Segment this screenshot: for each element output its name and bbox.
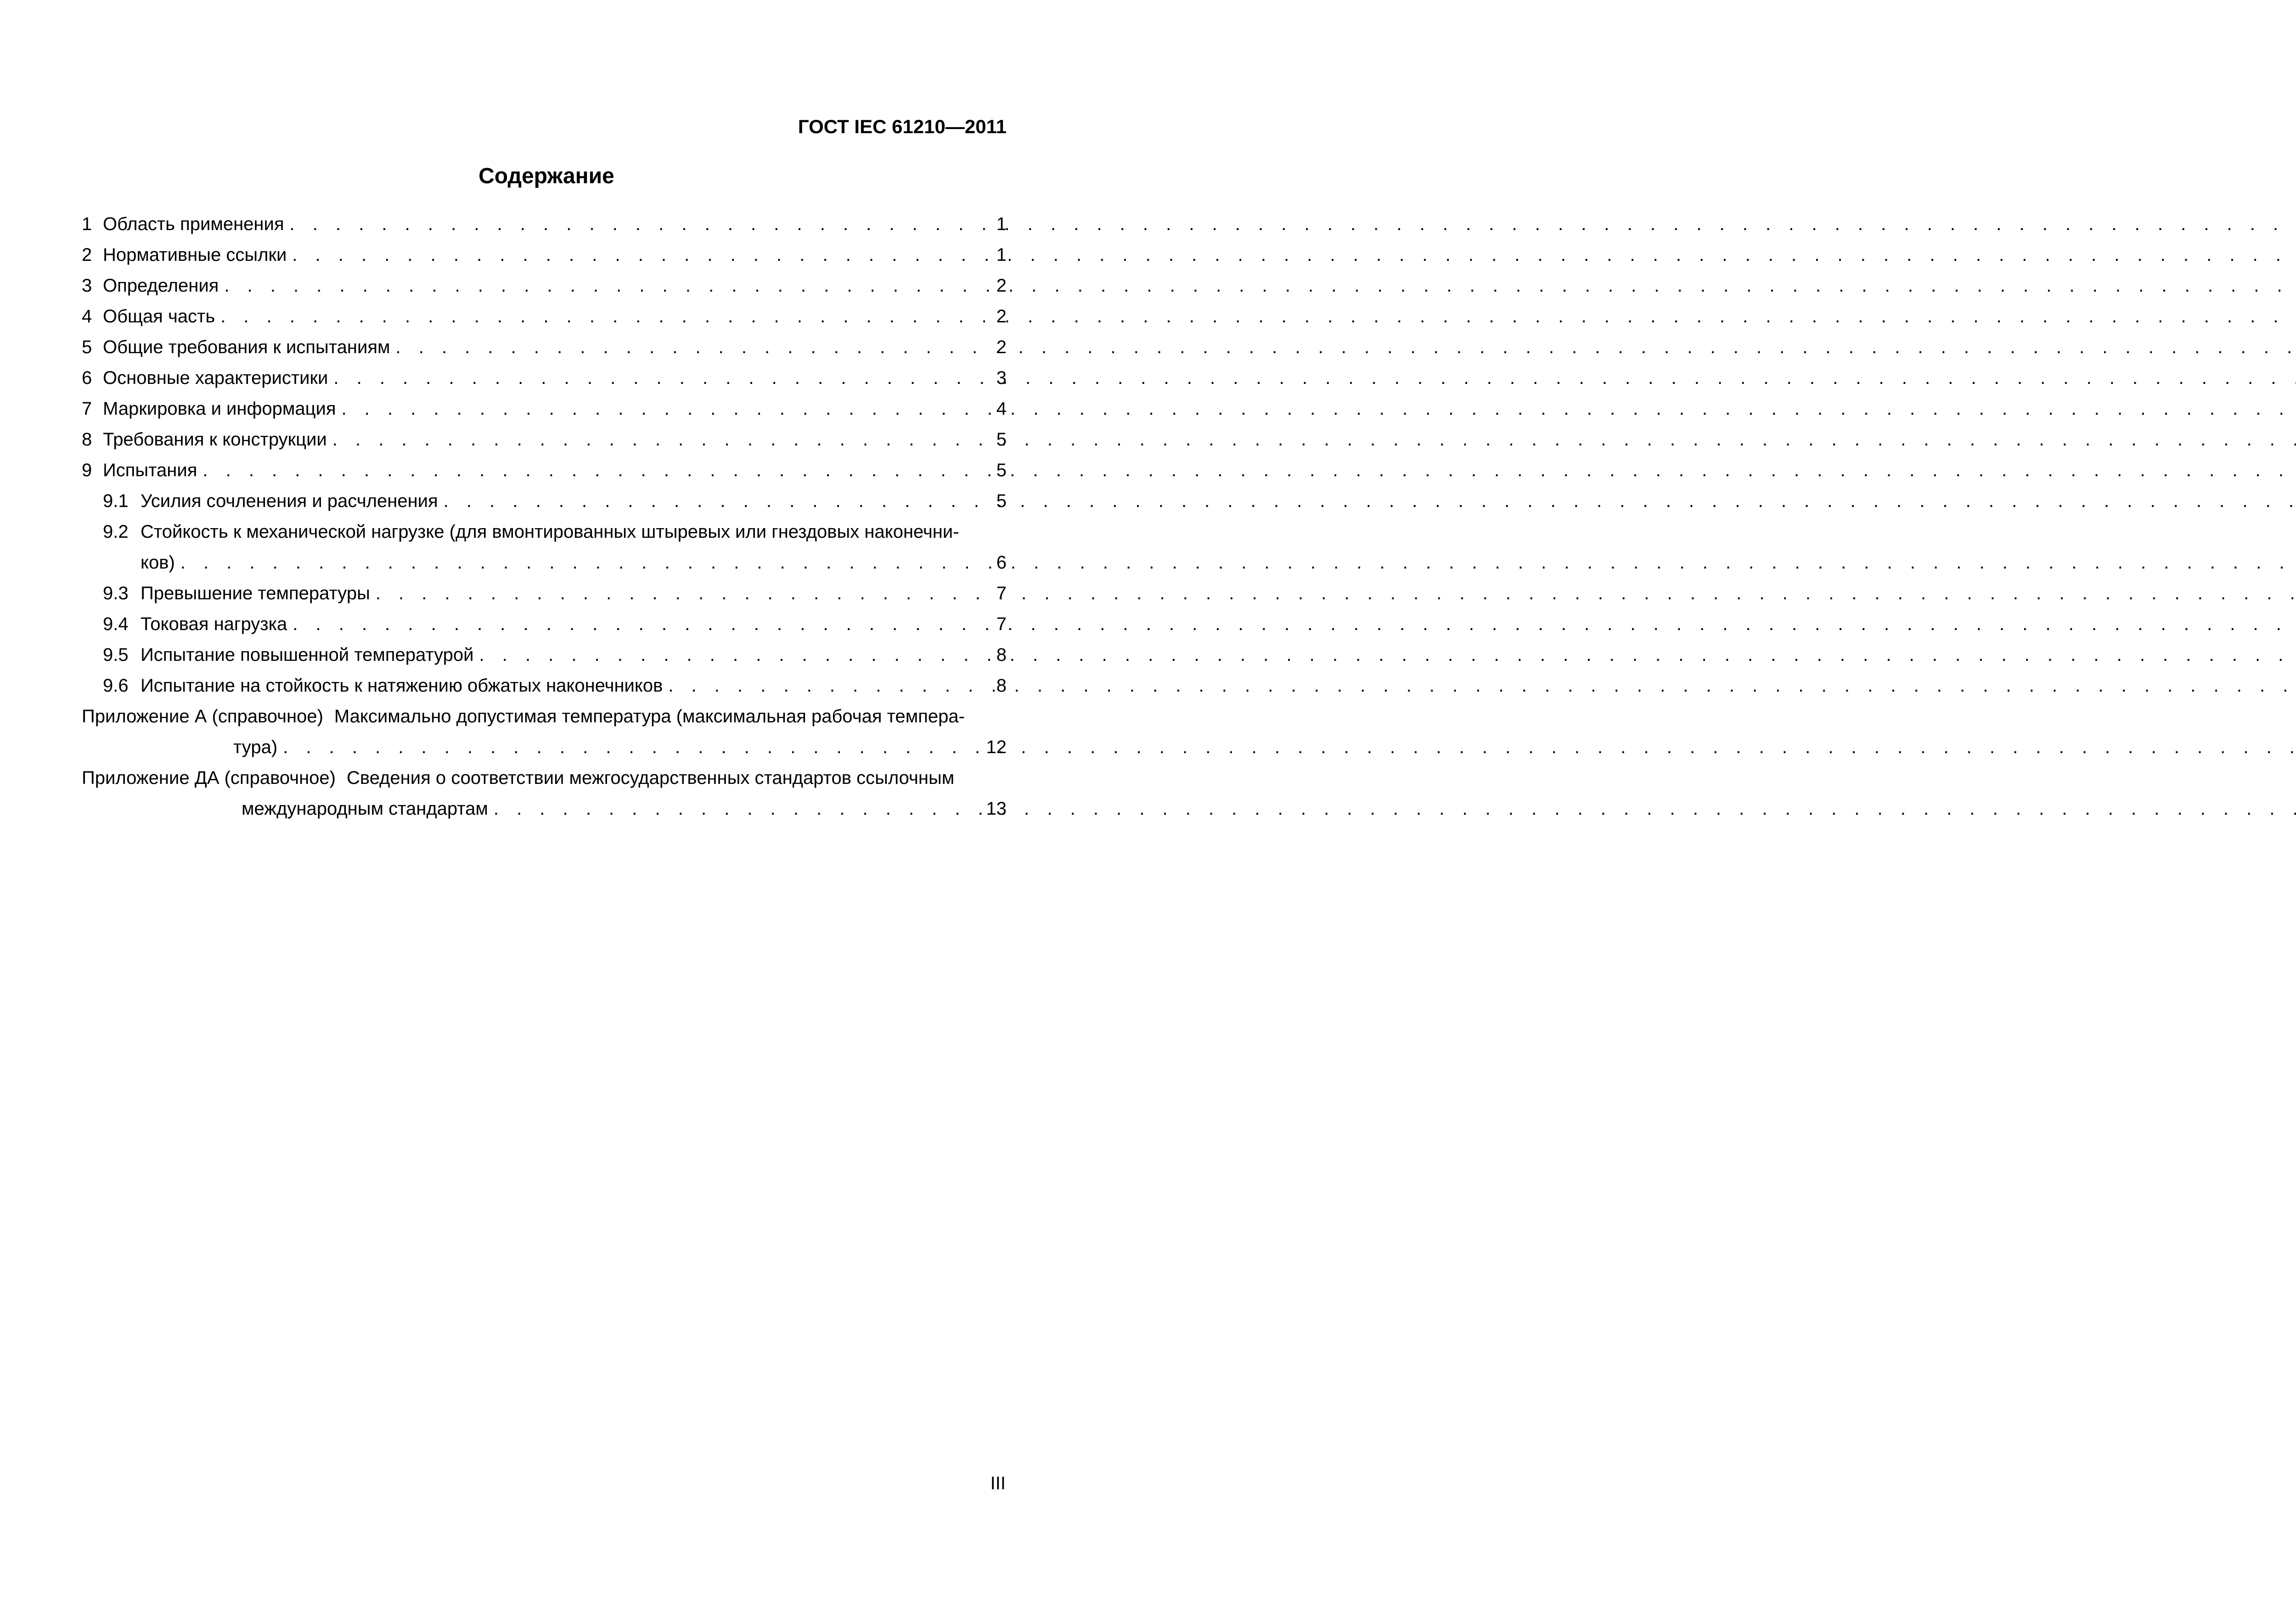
toc-entry-page: 5	[996, 429, 1007, 450]
toc-entry-appendix-a[interactable]	[82, 701, 1007, 763]
dot-leader	[332, 424, 991, 455]
toc-entry-7[interactable]	[82, 394, 1007, 424]
toc-entry-page: 4	[996, 399, 1007, 419]
toc-entry-9-4[interactable]	[82, 609, 1007, 640]
dot-leader	[668, 670, 990, 701]
toc-entry-number: 3	[82, 276, 92, 296]
appendix-label: Приложение А (справочное)	[82, 706, 323, 727]
toc-entry-title-line1: Стойкость к механической нагрузке (для вмонтированных штыревых или гнездовых наконечни-	[141, 522, 959, 542]
toc-entry-title: Маркировка и информация	[103, 399, 336, 419]
toc-entry-number: 4	[82, 306, 92, 327]
toc-entry-appendix-da[interactable]	[82, 763, 1007, 824]
dot-leader	[444, 486, 991, 517]
toc-entry-number: 2	[82, 245, 92, 265]
toc-entry-number: 9.5	[103, 645, 129, 665]
toc-entry-9-3[interactable]	[82, 578, 1007, 609]
toc-entry-page: 2	[996, 306, 1007, 327]
toc-entry-title-line2: тура)	[233, 737, 278, 757]
toc-entry-page: 2	[996, 337, 1007, 357]
dot-leader	[292, 240, 990, 270]
dot-leader	[180, 547, 991, 578]
toc-entry-title: Общая часть	[103, 306, 215, 327]
toc-entry-number: 9.3	[103, 583, 129, 603]
toc-entry-number: 7	[82, 399, 92, 419]
toc-entry-title: Испытание повышенной температурой	[141, 645, 474, 665]
toc-entry-page: 8	[996, 676, 1007, 696]
dot-leader	[203, 455, 990, 486]
toc-entry-page: 7	[996, 614, 1007, 634]
toc-entry-page: 1	[996, 245, 1007, 265]
dot-leader	[479, 640, 991, 670]
toc-entry-title: Испытания	[103, 460, 197, 480]
toc-entry-number: 5	[82, 337, 92, 357]
dot-leader	[290, 209, 991, 240]
toc-entry-page: 12	[986, 737, 1007, 757]
toc-entry-number: 9	[82, 460, 92, 480]
toc-entry-title: Область применения	[103, 214, 284, 234]
toc-entry-number: 6	[82, 368, 92, 388]
dot-leader	[333, 363, 990, 394]
dot-leader	[283, 732, 980, 763]
toc-entry-8[interactable]	[82, 424, 1007, 455]
toc-entry-title-line2: ков)	[141, 552, 175, 573]
toc-entry-page: 8	[996, 645, 1007, 665]
toc-entry-page: 6	[996, 552, 1007, 573]
toc-entry-1[interactable]	[82, 209, 1007, 240]
dot-leader	[220, 301, 991, 332]
toc-entry-title: Общие требования к испытаниям	[103, 337, 390, 357]
dot-leader	[396, 332, 991, 363]
toc-entry-page: 7	[996, 583, 1007, 603]
toc-entry-title: Токовая нагрузка	[141, 614, 287, 634]
toc-entry-3[interactable]	[82, 270, 1007, 301]
toc-entry-number: 9.6	[103, 676, 129, 696]
dot-leader	[376, 578, 991, 609]
dot-leader	[224, 270, 990, 301]
toc-entry-title-line2: международным стандартам	[242, 799, 488, 819]
toc-entry-9-2[interactable]	[82, 517, 1007, 578]
toc-entry-title-line1: Сведения о соответствии межгосударственных стандартов ссылочным	[347, 768, 955, 788]
document-code: ГОСТ IEC 61210—2011	[798, 116, 1007, 137]
dot-leader	[342, 394, 991, 424]
page-title: Содержание	[478, 164, 614, 188]
appendix-label: Приложение ДА (справочное)	[82, 768, 336, 788]
toc-entry-title-line1: Максимально допустимая температура (максимальная рабочая темпера-	[334, 706, 965, 727]
toc-entry-title: Усилия сочленения и расчленения	[141, 491, 438, 511]
toc-entry-number: 9.4	[103, 614, 129, 634]
toc-entry-title: Основные характеристики	[103, 368, 328, 388]
toc-entry-5[interactable]	[82, 332, 1007, 363]
toc-entry-number: 8	[82, 429, 92, 450]
toc-entry-title: Испытание на стойкость к натяжению обжатых наконечников	[141, 676, 663, 696]
page-number: III	[990, 1473, 1006, 1493]
toc-entry-page: 1	[996, 214, 1007, 234]
table-of-contents	[82, 209, 1007, 824]
toc-entry-2[interactable]	[82, 240, 1007, 270]
dot-leader	[293, 609, 990, 640]
toc-entry-page: 5	[996, 460, 1007, 480]
toc-entry-page: 5	[996, 491, 1007, 511]
toc-entry-9[interactable]	[82, 455, 1007, 486]
toc-entry-page: 2	[996, 276, 1007, 296]
toc-entry-9-6[interactable]	[82, 670, 1007, 701]
toc-entry-page: 3	[996, 368, 1007, 388]
dot-leader	[494, 794, 981, 824]
toc-entry-title: Нормативные ссылки	[103, 245, 287, 265]
toc-entry-number: 9.2	[103, 522, 129, 542]
toc-entry-page: 13	[986, 799, 1007, 819]
toc-entry-6[interactable]	[82, 363, 1007, 394]
toc-entry-title: Превышение температуры	[141, 583, 370, 603]
toc-entry-number: 9.1	[103, 491, 129, 511]
toc-entry-number: 1	[82, 214, 92, 234]
toc-entry-4[interactable]	[82, 301, 1007, 332]
toc-entry-title: Определения	[103, 276, 219, 296]
toc-entry-9-5[interactable]	[82, 640, 1007, 670]
toc-entry-title: Требования к конструкции	[103, 429, 327, 450]
toc-entry-9-1[interactable]	[82, 486, 1007, 517]
